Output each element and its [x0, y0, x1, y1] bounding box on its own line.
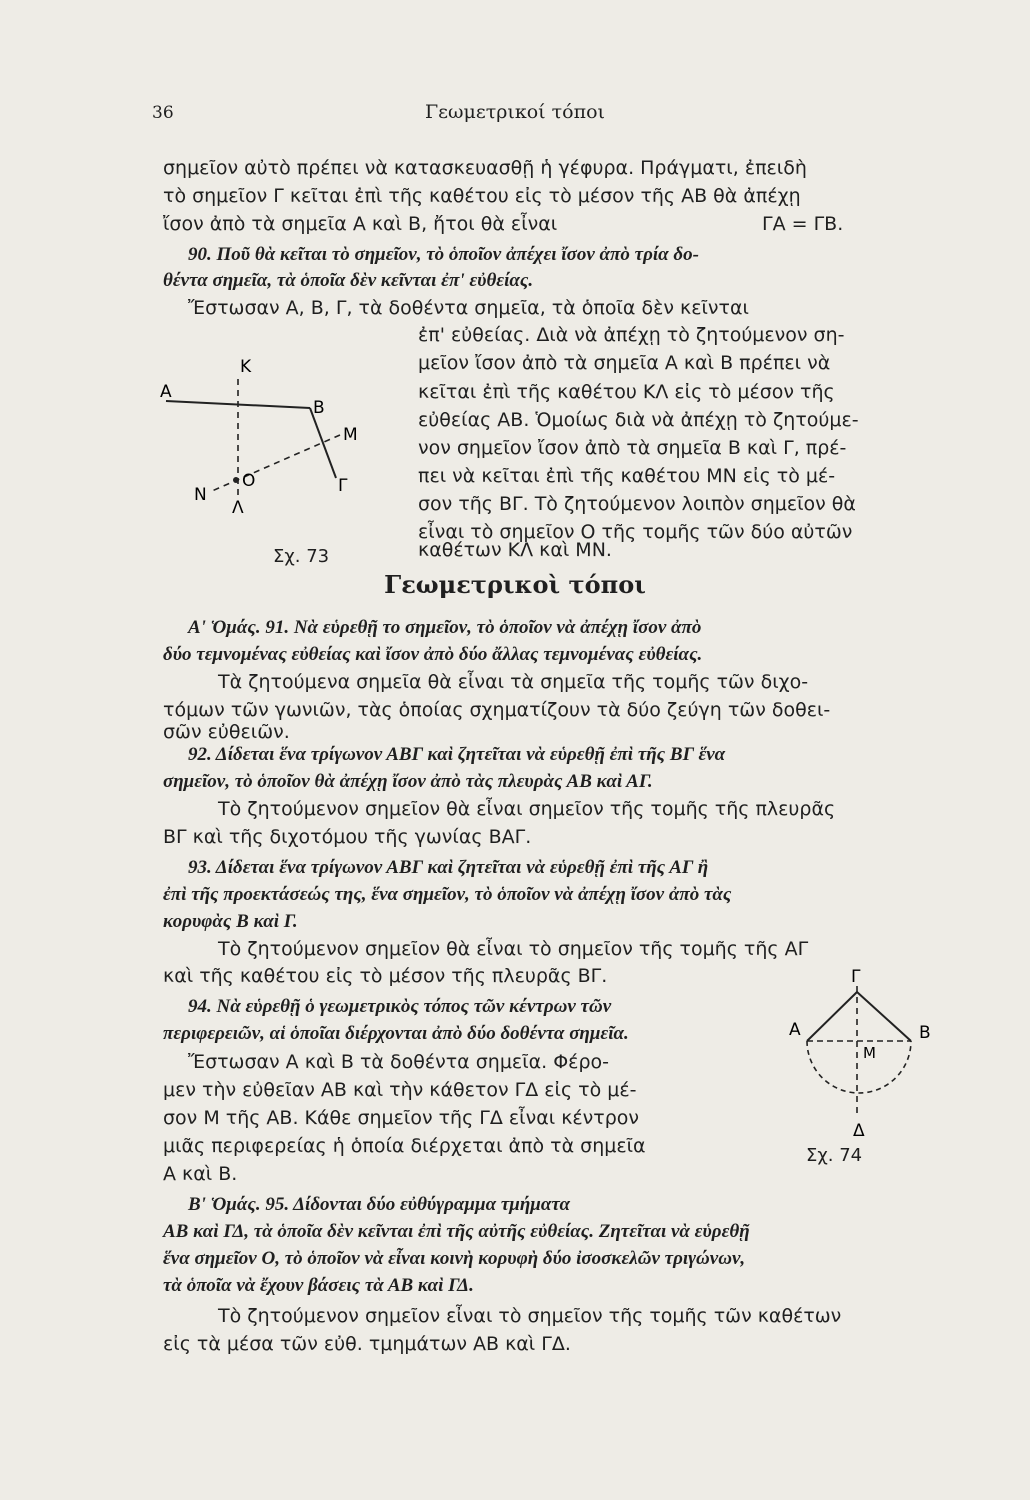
text-line: σῶν εὐθειῶν. [163, 721, 290, 743]
equation: ΓΑ = ΓΒ. [762, 213, 844, 235]
text-line: Α καὶ Β. [163, 1163, 238, 1185]
text-line: ΒΓ καὶ τῆς διχοτόμου τῆς γωνίας ΒΑΓ. [163, 826, 532, 848]
label-a: Α [789, 1020, 801, 1040]
text-line: Τὸ ζητούμενον σημεῖον εἶναι τὸ σημεῖον τῆς τομῆς τῶν καθέτων [218, 1305, 842, 1327]
text-line: εἶναι τὸ σημεῖον Ο τῆς τομῆς τῶν δύο αὐτῶν [418, 521, 853, 543]
text-line: καὶ τῆς καθέτου εἰς τὸ μέσον τῆς πλευρᾶς ΒΓ. [163, 965, 608, 987]
text-line: Ἔστωσαν Α, Β, Γ, τὰ δοθέντα σημεῖα, τὰ ὁποῖα δὲν κεῖνται [188, 297, 749, 319]
problem-heading: ἐπὶ τῆς προεκτάσεώς της, ἕνα σημεῖον, τὸ ὁποῖον νὰ ἀπέχῃ ἴσον ἀπὸ τὰς [163, 884, 732, 905]
text-line: τόμων τῶν γωνιῶν, τὰς ὁποίας σχηματίζουν τὰ δύο ζεύγη τῶν δοθει- [163, 699, 831, 721]
text-line: Τὸ ζητούμενον σημεῖον θὰ εἶναι τὸ σημεῖον τῆς τομῆς τῆς ΑΓ [218, 938, 809, 960]
problem-heading: δύο τεμνομένας εὐθείας καὶ ἴσον ἀπὸ δύο ἄλλας τεμνομένας εὐθείας. [163, 644, 703, 665]
chord-cb [857, 992, 911, 1041]
arc-ab [807, 1041, 911, 1093]
text-line: ἴσον ἀπὸ τὰ σημεῖα Α καὶ Β, ἤτοι θὰ εἶναι [163, 213, 558, 235]
text-line: τὸ σημεῖον Γ κεῖται ἐπὶ τῆς καθέτου εἰς τὸ μέσον τῆς ΑΒ θὰ ἀπέχῃ [163, 185, 801, 207]
label-m: Μ [863, 1044, 876, 1062]
section-title: Γεωμετρικοὶ τόποι [384, 570, 646, 599]
page-number: 36 [152, 103, 174, 123]
problem-heading: 92. Δίδεται ἕνα τρίγωνον ΑΒΓ καὶ ζητεῖται νὰ εὑρεθῇ ἐπὶ τῆς ΒΓ ἕνα [188, 744, 726, 765]
text-line: μεῖον ἴσον ἀπὸ τὰ σημεῖα Α καὶ Β πρέπει νὰ [418, 352, 831, 374]
figure-73 [160, 355, 400, 525]
figure-74 [785, 968, 945, 1136]
text-line: Τὰ ζητούμενα σημεῖα θὰ εἶναι τὰ σημεῖα τῆς τομῆς τῶν διχο- [218, 671, 809, 693]
problem-heading: Α' Ὁμάς. 91. Νὰ εὑρεθῇ το σημεῖον, τὸ ὁποῖον νὰ ἀπέχῃ ἴσον ἀπὸ [188, 617, 702, 638]
text-line: μιᾶς περιφερείας ἡ ὁποία διέρχεται ἀπὸ τὰ σημεῖα [163, 1135, 646, 1157]
problem-heading: 90. Ποῦ θὰ κεῖται τὸ σημεῖον, τὸ ὁποῖον ἀπέχει ἴσον ἀπὸ τρία δο- [188, 244, 699, 265]
point-o [233, 477, 239, 483]
text-line: νον σημεῖον ἴσον ἀπὸ τὰ σημεῖα Β καὶ Γ, πρέ- [418, 437, 847, 459]
label-m: Μ [343, 425, 358, 445]
problem-heading: σημεῖον, τὸ ὁποῖον θὰ ἀπέχῃ ἴσον ἀπὸ τὰς πλευρὰς ΑΒ καὶ ΑΓ. [163, 771, 653, 792]
text-line: Τὸ ζητούμενον σημεῖον θὰ εἶναι σημεῖον τῆς τομῆς τῆς πλευρᾶς [218, 798, 836, 820]
problem-heading: ΑΒ καὶ ΓΔ, τὰ ὁποῖα δὲν κεῖνται ἐπὶ τῆς αὐτῆς εὐθείας. Ζητεῖται νὰ εὑρεθῇ [163, 1221, 750, 1242]
label-b: Β [313, 398, 325, 418]
label-l: Λ [232, 498, 244, 518]
text-line: εὐθείας ΑΒ. Ὁμοίως διὰ νὰ ἀπέχῃ τὸ ζητούμε- [418, 409, 859, 431]
label-o: Ο [242, 471, 256, 491]
label-c: Γ [851, 968, 861, 987]
problem-heading: 93. Δίδεται ἕνα τρίγωνον ΑΒΓ καὶ ζητεῖται νὰ εὑρεθῇ ἐπὶ τῆς ΑΓ ἢ [188, 857, 709, 878]
problem-heading: ἕνα σημεῖον Ο, τὸ ὁποῖον νὰ εἶναι κοινὴ κορυφὴ δύο ἰσοσκελῶν τριγώνων, [163, 1248, 746, 1269]
text-line: ἐπ' εὐθείας. Διὰ νὰ ἀπέχῃ τὸ ζητούμενον ση- [418, 324, 845, 346]
text-line: εἰς τὰ μέσα τῶν εὐθ. τμημάτων ΑΒ καὶ ΓΔ. [163, 1333, 571, 1355]
running-title: Γεωμετρικοί τόποι [425, 101, 605, 123]
text-line: καθέτων ΚΛ καὶ ΜΝ. [418, 539, 612, 561]
label-a: Α [160, 382, 172, 402]
chord-ca [807, 992, 857, 1041]
problem-heading: θέντα σημεῖα, τὰ ὁποῖα δὲν κεῖνται ἐπ' εὐθείας. [163, 270, 534, 291]
problem-heading: τὰ ὁποῖα νὰ ἔχουν βάσεις τὰ ΑΒ καὶ ΓΔ. [163, 1275, 474, 1296]
perpendicular-mn [212, 435, 340, 491]
text-line: μεν τὴν εὐθεῖαν ΑΒ καὶ τὴν κάθετον ΓΔ εἰς τὸ μέ- [163, 1079, 637, 1101]
figure-caption: Σχ. 74 [806, 1145, 863, 1166]
text-line: σον τῆς ΒΓ. Τὸ ζητούμενον λοιπὸν σημεῖον θὰ [418, 493, 856, 515]
text-line: κεῖται ἐπὶ τῆς καθέτου ΚΛ εἰς τὸ μέσον τῆς [418, 381, 835, 403]
text-line: σημεῖον αὐτὸ πρέπει νὰ κατασκευασθῇ ἡ γέφυρα. Πράγματι, ἐπειδὴ [163, 157, 807, 179]
text-line: πει νὰ κεῖται ἐπὶ τῆς καθέτου ΜΝ εἰς τὸ μέ- [418, 465, 836, 487]
figure-caption: Σχ. 73 [273, 546, 330, 567]
problem-heading: κορυφὰς Β καὶ Γ. [163, 911, 298, 932]
problem-heading: περιφερειῶν, αἱ ὁποῖαι διέρχονται ἀπὸ δύο δοθέντα σημεῖα. [163, 1023, 629, 1044]
text-line: Ἔστωσαν Α καὶ Β τὰ δοθέντα σημεῖα. Φέρο- [188, 1051, 609, 1073]
label-d: Δ [853, 1121, 865, 1136]
problem-heading: Β' Ὁμάς. 95. Δίδονται δύο εὐθύγραμμα τμήματα [188, 1194, 571, 1215]
segment-bc [310, 408, 336, 478]
label-b: Β [919, 1023, 931, 1043]
label-k: Κ [240, 357, 252, 377]
label-c: Γ [338, 476, 348, 496]
label-n: Ν [194, 485, 207, 505]
problem-heading: 94. Νὰ εὑρεθῇ ὁ γεωμετρικὸς τόπος τῶν κέντρων τῶν [188, 996, 612, 1017]
text-line: σον Μ τῆς ΑΒ. Κάθε σημεῖον τῆς ΓΔ εἶναι κέντρον [163, 1107, 640, 1129]
